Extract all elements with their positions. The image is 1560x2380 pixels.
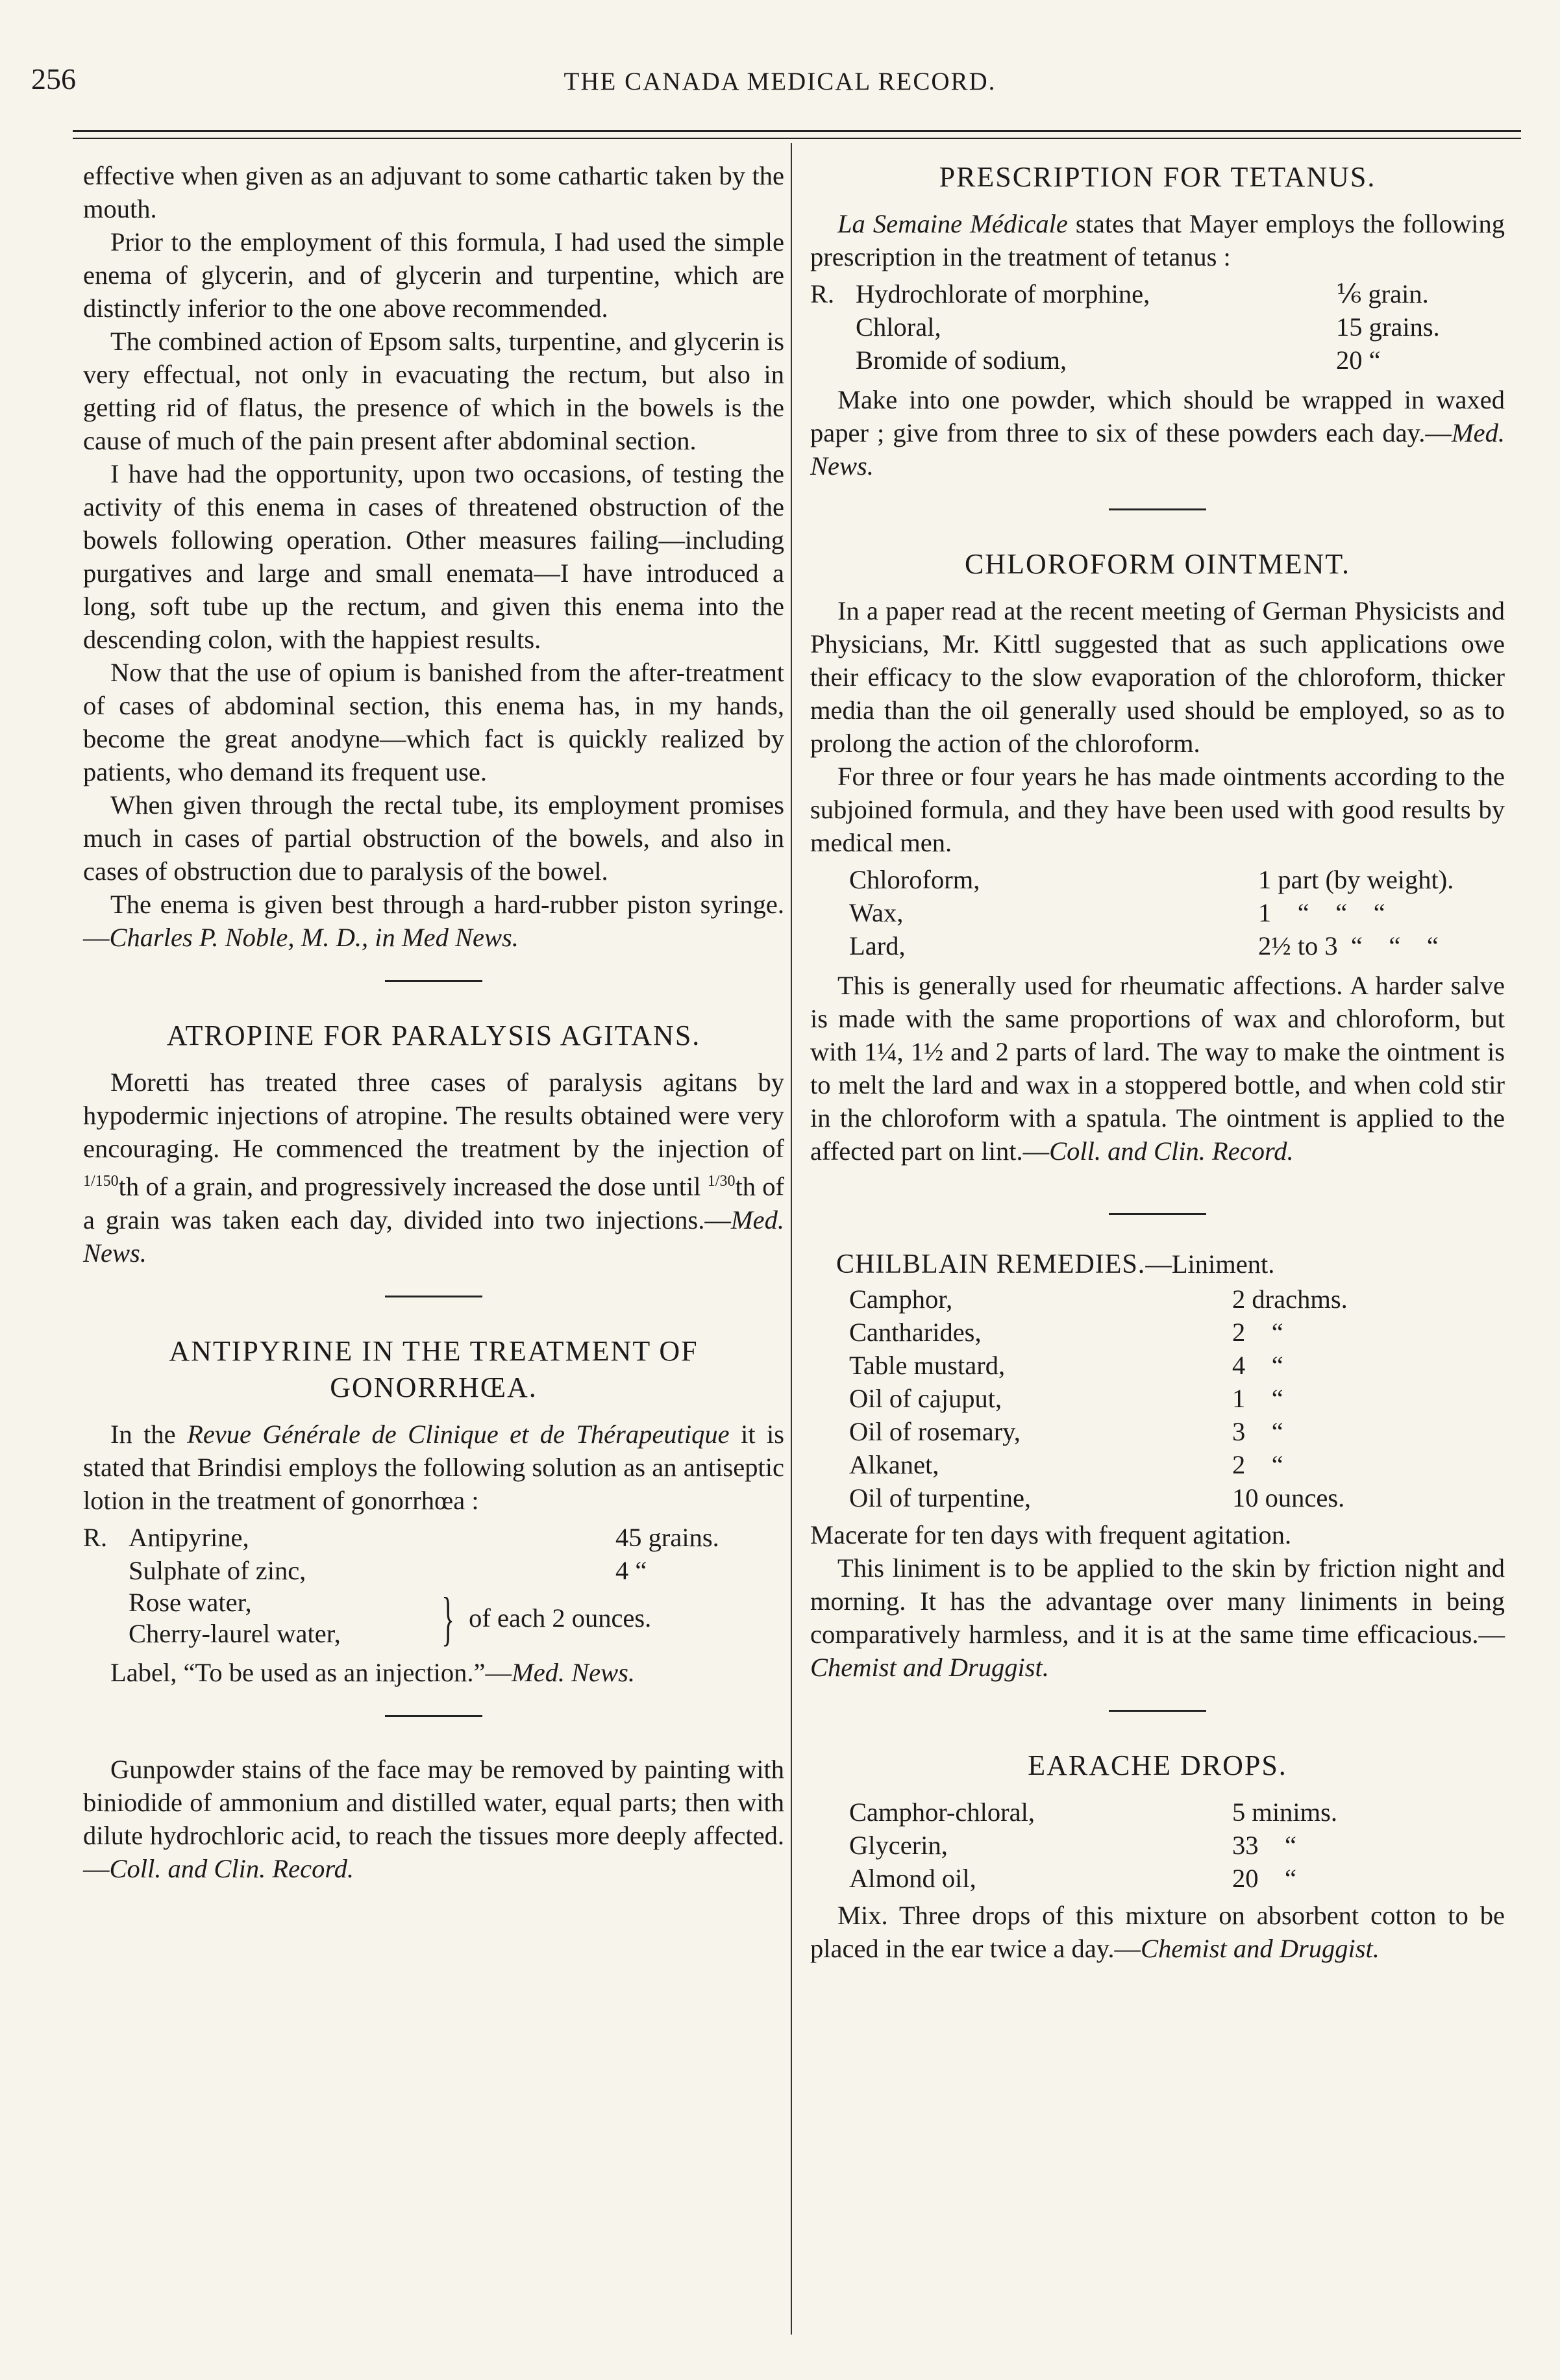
journal-name: Revue Générale de Clinique et de Thérapeutique [187,1419,730,1449]
quantity: 3 “ [1232,1417,1283,1446]
ingredient: Camphor, [849,1284,953,1314]
quantity: 2½ to 3 “ “ “ [1258,931,1439,960]
ingredient: Lard, [849,931,906,960]
prescription [810,863,1505,962]
ingredient: Glycerin, [849,1831,948,1860]
paragraph: Prior to the employment of this formula, I had used the simple enema of glycerin, and of glycerin and turpentine, which are distinctly inferior to the one above recommended. [83,227,784,323]
quantity: 4 “ [1232,1351,1283,1380]
ingredient: Camphor-chloral, [849,1798,1035,1827]
paragraph: Make into one powder, which should be wrapped in waxed paper ; give from three to six of these powders each day.—Med. News. [810,385,1505,481]
prescription [810,1283,1505,1514]
ingredient: Oil of rosemary, [849,1417,1021,1446]
citation: Charles P. Noble, M. D., in Med News. [109,923,519,952]
citation: Med. News. [83,1205,784,1268]
paragraph: effective when given as an adjuvant to some cathartic taken by the mouth. [83,161,784,223]
prescription [810,277,1505,377]
quantity: 20 “ [1336,345,1381,375]
section-separator [385,980,482,982]
ingredient: Almond oil, [849,1864,976,1893]
prescription [83,1521,784,1649]
ingredient: Wax, [849,898,904,927]
rx-symbol: R. [810,279,835,308]
section-title-tetanus: PRESCRIPTION FOR TETANUS. [939,161,1376,193]
ingredient: Bromide of sodium, [856,345,1067,375]
ingredient: Chloral, [856,312,941,342]
header-rule [73,130,1521,132]
journal-title: THE CANADA MEDICAL RECORD. [563,68,997,95]
brace-icon: } [441,1585,455,1651]
section-separator [385,1296,482,1297]
paragraph: Macerate for ten days with frequent agitation. [810,1520,1292,1549]
citation: Med. News. [810,418,1505,481]
section-separator [1109,508,1206,510]
quantity: 2 “ [1232,1450,1283,1479]
quantity: ⅙ grain. [1336,279,1429,308]
ingredient: Rose water, [129,1587,252,1617]
ingredient: Oil of cajuput, [849,1384,1002,1413]
quantity: 1 “ [1232,1384,1283,1413]
section-separator [1109,1213,1206,1215]
section-title-chloroform: CHLOROFORM OINTMENT. [964,548,1351,580]
ingredient: Oil of turpentine, [849,1483,1032,1512]
ingredient: Cantharides, [849,1318,982,1347]
right-column [810,159,1505,1965]
page-header [31,62,1529,114]
citation: Coll. and Clin. Record. [1049,1136,1294,1166]
quantity: 1 part (by weight). [1258,865,1454,894]
page-number: 256 [31,62,76,95]
quantity: 1 “ “ “ [1258,898,1385,927]
paragraph: When given through the rectal tube, its employment promises much in cases of partial obstruction of the bowels, and also in cases of obstruction due to paralysis of the bowel. [83,790,784,886]
rx-symbol: R. [83,1522,108,1552]
section-separator [1109,1710,1206,1712]
header-rule-thin [73,138,1521,139]
paragraph: In the Revue Générale de Clinique et de Thérapeutique it is stated that Brindisi employs the following solution as an antiseptic lotion in the treatment of gonorrhœa : [83,1419,785,1515]
paragraph: The enema is given best through a hard-rubber piston syringe.—Charles P. Noble, M. D., in Med News. [83,890,784,952]
ingredient: Antipyrine, [129,1522,249,1552]
citation: Chemist and Druggist. [1141,1934,1380,1963]
paragraph: Gunpowder stains of the face may be removed by painting with biniodide of ammonium and distilled water, equal parts; then with dilute hydrochloric acid, to reach the tissues more deeply affected.—Coll. and Clin. Record. [83,1754,784,1883]
paragraph: For three or four years he has made ointments according to the subjoined formula, and they have been used with good results by medical men. [810,762,1505,857]
ingredient: Table mustard, [849,1351,1006,1380]
section-separator [385,1715,482,1717]
section-title-chilblain: CHILBLAIN REMEDIES.—Liniment. [836,1249,1275,1279]
paragraph: The combined action of Epsom salts, turpentine, and glycerin is very effectual, not only in evacuating the rectum, but also in getting rid of flatus, the presence of which in the bowels is the cause of much of the pain present after abdominal section. [83,327,784,455]
quantity: 20 “ [1232,1864,1296,1893]
paragraph: Label, “To be used as an injection.”—Med. News. [110,1657,636,1687]
ingredient: Sulphate of zinc, [129,1555,306,1585]
paragraph: La Semaine Médicale states that Mayer employs the following prescription in the treatment of tetanus : [810,209,1505,271]
paragraph: In a paper read at the recent meeting of German Physicists and Physicians, Mr. Kittl suggested that as such applications owe their efficacy to the slow evaporation of the chloroform, thicker media than the oil generally used should be employed, so as to prolong the action of the chloroform. [810,596,1505,758]
paragraph: Mix. Three drops of this mixture on absorbent cotton to be placed in the ear twice a day.—Chemist and Druggist. [810,1901,1505,1963]
ingredient: Alkanet, [849,1450,939,1479]
prescription [810,1796,1505,1895]
fraction: 1/30 [707,1173,736,1190]
quantity: 5 minims. [1232,1798,1338,1827]
section-title-antipyrine: ANTIPYRINE IN THE TREATMENT OF GONORRHŒA. [169,1334,699,1403]
quantity: 2 “ [1232,1318,1283,1347]
ingredient: Cherry-laurel water, [129,1618,341,1648]
paragraph: This liniment is to be applied to the skin by friction night and morning. It has the advantage over many liniments in being comparatively harmless, and it is at the same time efficacious.—Chemist and Druggist. [810,1553,1505,1682]
left-column [83,159,784,1885]
paragraph: This is generally used for rheumatic affections. A harder salve is made with the same proportions of wax and chloroform, but with 1¼, 1½ and 2 parts of lard. The way to make the ointment is to melt the lard and wax in a stoppered bottle, and when cold stir in the chloroform with a spatula. The ointment is applied to the affected part on lint.—Coll. and Clin. Record. [810,971,1505,1166]
journal-name: La Semaine Médicale [837,209,1068,238]
quantity: 15 grains. [1336,312,1440,342]
citation: Med. News. [511,1657,636,1687]
section-title-earache: EARACHE DROPS. [1028,1749,1287,1781]
column-divider [791,143,792,2335]
quantity: of each 2 ounces. [469,1603,652,1633]
quantity: 4 “ [615,1555,647,1585]
paragraph: I have had the opportunity, upon two occasions, of testing the activity of this enema in cases of threatened obstruction of the bowels following operation. Other measures failing—including purgatives and large and small enemata—I have introduced a long, soft tube up the rectum, and given this enema into the descending colon, with the happiest results. [83,459,784,654]
paragraph: Now that the use of opium is banished from the after-treatment of cases of abdominal section, this enema has, in my hands, become the great anodyne—which fact is quickly realized by patients, who demand its frequent use. [83,658,784,786]
quantity: 33 “ [1232,1831,1296,1860]
fraction: 1/150 [83,1173,119,1190]
ingredient: Chloroform, [849,865,980,894]
section-title-atropine: ATROPINE FOR PARALYSIS AGITANS. [166,1020,701,1051]
paragraph: Moretti has treated three cases of paralysis agitans by hypodermic injections of atropine. The results obtained were very encouraging. He commenced the treatment by the injection of $^{1/150}$th of a grain, and progressively increased the dose until $^{1/30}$th of a grain was taken each day, divided into two injections.—Med. News. [83,1068,785,1268]
quantity: 2 drachms. [1232,1284,1348,1314]
quantity: 45 grains. [615,1522,719,1552]
citation: Chemist and Druggist. [810,1653,1049,1682]
ingredient: Hydrochlorate of morphine, [856,279,1150,308]
quantity: 10 ounces. [1232,1483,1345,1512]
citation: Coll. and Clin. Record. [109,1853,354,1883]
